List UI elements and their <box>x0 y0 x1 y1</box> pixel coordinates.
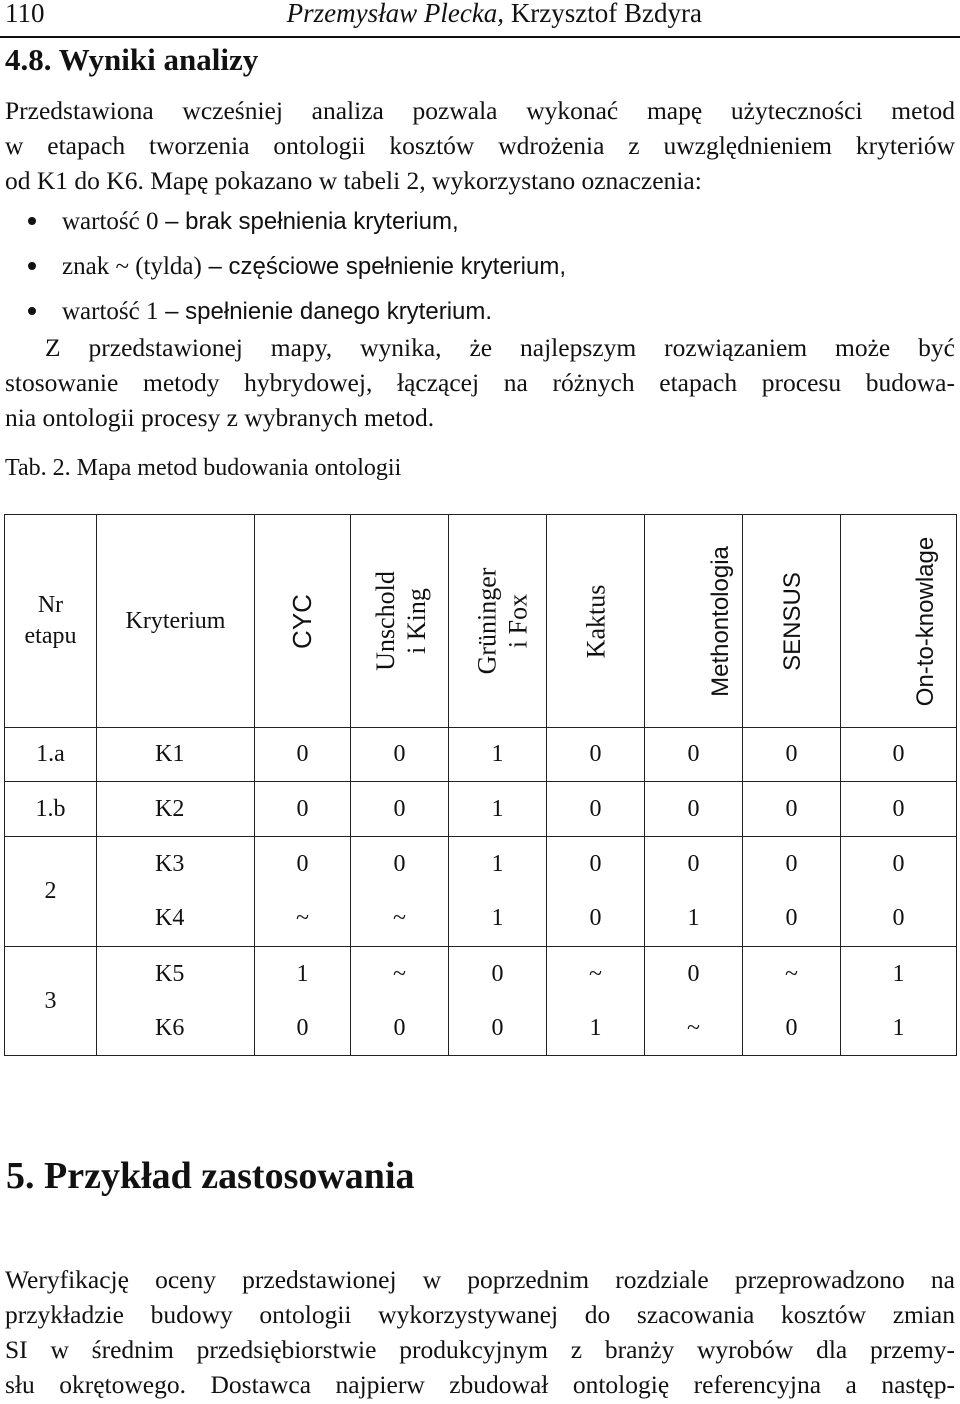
header-cyc <box>255 515 351 728</box>
criterion-cell: K2 <box>97 782 255 837</box>
authors-regular: Krzysztof Bzdyra <box>510 0 702 28</box>
value-cell: 0 <box>645 782 743 837</box>
value-cell: 0 <box>743 728 841 782</box>
header-gf-line1: Grüninger <box>472 567 502 675</box>
value-cell: ~ <box>255 892 351 947</box>
value-cell: 0 <box>255 782 351 837</box>
conclusion-line: nia ontologii procesy z wybranych metod. <box>5 403 435 432</box>
criterion-cell: K1 <box>97 728 255 782</box>
bullet-lead: wartość 1 <box>62 298 159 325</box>
bullet-lead: znak ~ (tylda) <box>62 253 202 280</box>
value-cell: ~ <box>645 1002 743 1056</box>
value-cell: 0 <box>841 892 957 947</box>
stage-cell: 3 <box>5 947 97 1056</box>
stage-cell: 1.b <box>5 782 97 837</box>
header-unschold-king <box>351 515 449 728</box>
value-cell: ~ <box>351 947 449 1002</box>
value-cell: 1 <box>547 1002 645 1056</box>
table-row <box>5 728 957 782</box>
table-row <box>5 892 957 947</box>
intro-line: w etapach tworzenia ontologii kosztów wdrożenia z uwzględnieniem kryteriów <box>5 131 955 160</box>
table-row <box>5 947 957 1002</box>
value-cell: 1 <box>449 837 547 892</box>
bullet-dot-icon <box>28 307 36 315</box>
bullet-item <box>0 289 900 334</box>
criterion-cell: K4 <box>97 892 255 947</box>
stage-cell: 1.a <box>5 728 97 782</box>
bullet-dot-icon <box>28 217 36 225</box>
value-cell: 1 <box>449 782 547 837</box>
value-cell: 0 <box>841 728 957 782</box>
value-cell: 0 <box>255 728 351 782</box>
value-cell: 0 <box>743 782 841 837</box>
header-sensus <box>743 515 841 728</box>
value-cell: 1 <box>645 892 743 947</box>
running-head-authors <box>287 0 702 29</box>
header-methontologia-text: Methontologia <box>706 545 734 697</box>
bullet-list <box>0 199 900 334</box>
header-nr-line1: Nr <box>37 592 64 618</box>
value-cell: 0 <box>351 728 449 782</box>
value-cell: 0 <box>645 837 743 892</box>
body-line: przykładzie budowy ontologii wykorzystywanej do szacowania kosztów zmian <box>5 1300 955 1329</box>
header-nr-line2: etapu <box>24 623 77 649</box>
value-cell: 0 <box>743 837 841 892</box>
value-cell: 0 <box>255 837 351 892</box>
table-row <box>5 837 957 892</box>
header-kaktus-text: Kaktus <box>580 584 610 658</box>
authors-italic: Przemysław Plecka, <box>286 0 505 28</box>
bullet-item <box>0 244 900 289</box>
value-cell: 1 <box>255 947 351 1002</box>
value-cell: 0 <box>351 837 449 892</box>
header-gf-text <box>471 568 533 675</box>
value-cell: 0 <box>351 1002 449 1056</box>
conclusion-line: stosowanie metody hybrydowej, łączącej na różnych etapach procesu budowa- <box>5 368 955 397</box>
stage-cell: 2 <box>5 837 97 947</box>
bullet-rest: – częściowe spełnienie kryterium, <box>201 253 567 280</box>
header-uk-line2: i King <box>401 588 431 654</box>
header-gf-line2: i Fox <box>503 593 533 649</box>
intro-line: Przedstawiona wcześniej analiza pozwala wykonać mapę użyteczności metod <box>5 96 955 125</box>
header-cyc-text: CYC <box>287 593 317 649</box>
bullet-text <box>62 244 566 289</box>
header-gruninger-fox <box>449 515 547 728</box>
value-cell: 0 <box>645 728 743 782</box>
value-cell: ~ <box>351 892 449 947</box>
value-cell: 1 <box>449 892 547 947</box>
value-cell: 1 <box>449 728 547 782</box>
value-cell: 0 <box>547 728 645 782</box>
value-cell: ~ <box>547 947 645 1002</box>
header-nr-etapu <box>5 515 97 728</box>
header-sensus-text: SENSUS <box>778 571 806 671</box>
section-heading: 4.8. Wyniki analizy <box>5 42 259 77</box>
next-section-paragraph <box>5 1262 955 1402</box>
conclusion-paragraph <box>5 330 955 435</box>
methods-map-table <box>4 514 957 1056</box>
bullet-dot-icon <box>28 262 36 270</box>
intro-paragraph <box>5 93 955 198</box>
bullet-rest: – brak spełnienia kryterium, <box>158 208 459 235</box>
bullet-text <box>62 199 459 244</box>
next-section-heading: 5. Przykład zastosowania <box>6 1155 415 1197</box>
header-uk-text <box>370 571 432 671</box>
intro-line: od K1 do K6. Mapę pokazano w tabeli 2, wykorzystano oznaczenia: <box>5 166 702 195</box>
table-header-row <box>5 515 957 728</box>
conclusion-line: Z przedstawionej mapy, wynika, że najlepszym rozwiązaniem może być <box>45 333 955 362</box>
value-cell: 0 <box>449 947 547 1002</box>
header-methontologia <box>645 515 743 728</box>
page-number: 110 <box>5 0 45 28</box>
body-line: słu okrętowego. Dostawca najpierw zbudował ontologię referencyjna a następ- <box>5 1370 955 1399</box>
bullet-item <box>0 199 900 244</box>
table-row <box>5 782 957 837</box>
bullet-text <box>62 289 492 334</box>
value-cell: 0 <box>841 837 957 892</box>
table-row <box>5 1002 957 1056</box>
value-cell: 0 <box>449 1002 547 1056</box>
criterion-cell: K3 <box>97 837 255 892</box>
header-ontoknowlage-text: On-to-knowlage <box>912 536 940 706</box>
value-cell: 0 <box>351 782 449 837</box>
value-cell: 0 <box>645 947 743 1002</box>
body-line: Weryfikację oceny przedstawionej w poprzednim rozdziale przeprowadzono na <box>5 1265 955 1294</box>
header-rule <box>0 36 960 38</box>
bullet-rest: – spełnienie danego kryterium. <box>158 298 493 325</box>
value-cell: 0 <box>547 837 645 892</box>
header-kryterium: Kryterium <box>97 515 255 728</box>
header-on-to-knowlage <box>841 515 957 728</box>
header-uk-line1: Unschold <box>370 571 400 671</box>
value-cell: 0 <box>255 1002 351 1056</box>
criterion-cell: K5 <box>97 947 255 1002</box>
value-cell: ~ <box>743 947 841 1002</box>
header-kaktus <box>547 515 645 728</box>
body-line: SI w średnim przedsiębiorstwie produkcyjnym z branży wyrobów dla przemy- <box>5 1335 955 1364</box>
bullet-lead: wartość 0 <box>62 208 159 235</box>
value-cell: 1 <box>841 947 957 1002</box>
value-cell: 0 <box>743 1002 841 1056</box>
value-cell: 0 <box>547 782 645 837</box>
criterion-cell: K6 <box>97 1002 255 1056</box>
value-cell: 0 <box>743 892 841 947</box>
value-cell: 1 <box>841 1002 957 1056</box>
value-cell: 0 <box>547 892 645 947</box>
value-cell: 0 <box>841 782 957 837</box>
table-caption: Tab. 2. Mapa metod budowania ontologii <box>5 455 402 481</box>
